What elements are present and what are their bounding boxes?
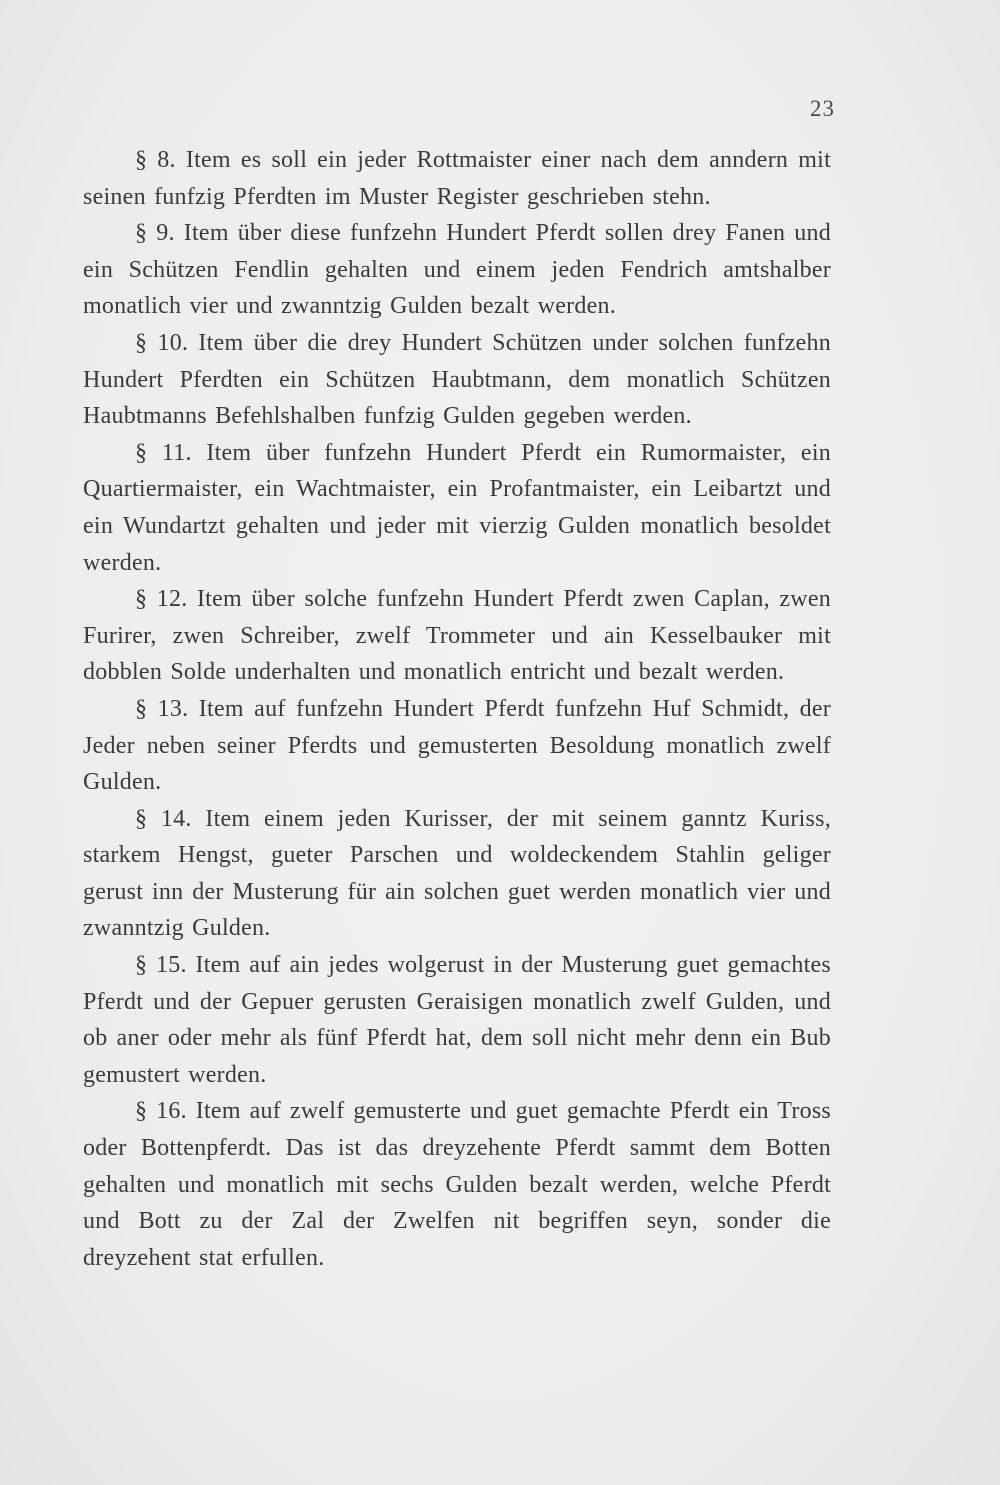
- paragraph-15: § 15. Item auf ain jedes wolgerust in der Musterung guet gemachtes Pferdt und der Gepuer gerusten Geraisigen monatlich zwelf Gulden, und ob aner oder mehr als fünf Pferdt hat, dem soll nicht mehr denn ein Bub gemustert werden.: [83, 952, 831, 1088]
- paragraph-12: § 12. Item über solche funfzehn Hundert Pferdt zwen Caplan, zwen Furirer, zwen Schreiber, zwelf Trommeter und ain Kesselbauker mit dobblen Solde underhalten und monatlich entricht und bezalt werden.: [83, 586, 831, 686]
- paragraph-9: § 9. Item über diese funfzehn Hundert Pferdt sollen drey Fanen und ein Schützen Fendlin gehalten und einem jeden Fendrich amtshalber monatlich vier und zwanntzig Gulden bezalt werden.: [83, 220, 831, 320]
- page-number: 23: [810, 96, 835, 121]
- paragraph-16: § 16. Item auf zwelf gemusterte und guet gemachte Pferdt ein Tross oder Bottenpferdt. Das ist das dreyzehente Pferdt sammt dem Botten gehalten und monatlich mit sechs Gulden bezalt werden, welche Pferdt und Bott zu der Zal der Zwelfen nit begriffen seyn, sonder die dreyzehent stat erfullen.: [83, 1098, 831, 1271]
- paragraph-8: § 8. Item es soll ein jeder Rottmaister einer nach dem anndern mit seinen funfzig Pferdten im Muster Register geschrieben stehn.: [83, 147, 831, 210]
- paragraph-11: § 11. Item über funfzehn Hundert Pferdt ein Rumormaister, ein Quartiermaister, ein Wachtmaister, ein Profantmaister, ein Leibartzt und ein Wundartzt gehalten und jeder mit vierzig Gulden monatlich besoldet werden.: [83, 439, 831, 576]
- paragraph-10: § 10. Item über die drey Hundert Schützen under solchen funfzehn Hundert Pferdten ein Schützen Haubtmann, dem monatlich Schützen Haubtmanns Befehlshalben funfzig Gulden gegeben werden.: [83, 329, 831, 430]
- paragraph-13: § 13. Item auf funfzehn Hundert Pferdt funfzehn Huf Schmidt, der Jeder neben seiner Pferdts und gemusterten Besoldung monatlich zwelf Gulden.: [83, 695, 831, 796]
- body-text: [83, 142, 831, 1276]
- paragraph-14: § 14. Item einem jeden Kurisser, der mit seinem ganntz Kuriss, starkem Hengst, gueter Parschen und woldeckendem Stahlin geliger gerust inn der Musterung für ain solchen guet werden monatlich vier und zwanntzig Gulden.: [83, 805, 831, 942]
